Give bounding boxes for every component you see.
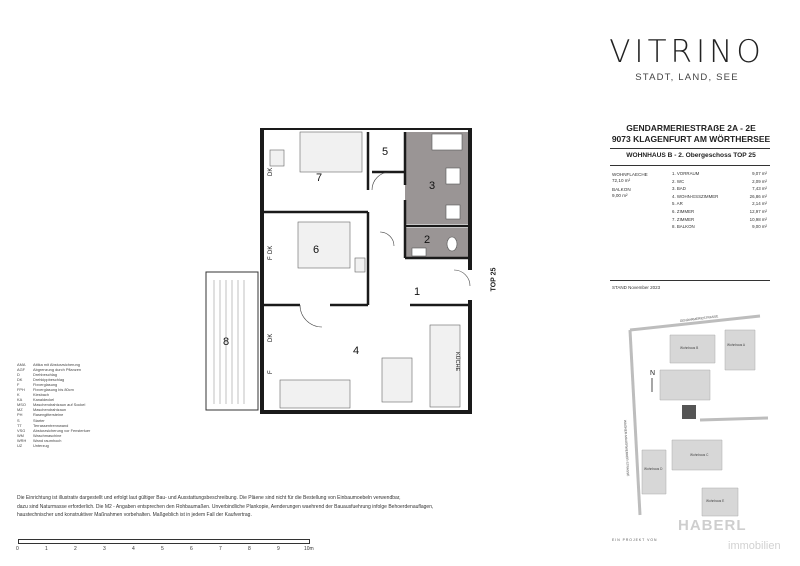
legend-item: DK Drehkippbeschlag bbox=[17, 377, 65, 383]
stand-date: STAND November 2023 bbox=[612, 285, 661, 290]
room-row: 7. ZIMMER 10,98 m² bbox=[672, 216, 767, 222]
north-arrow-icon: N bbox=[650, 370, 656, 377]
scale-tick: 4 bbox=[132, 546, 135, 552]
scale-bar-line bbox=[18, 539, 310, 544]
watermark-subtext: immobilien bbox=[728, 540, 781, 552]
room-label-2: 2 bbox=[424, 234, 431, 246]
scale-tick: 10m bbox=[304, 546, 314, 552]
room-list bbox=[672, 171, 767, 232]
map-building-label: Wohnhaus E bbox=[706, 499, 725, 503]
address-line-2: 9073 KLAGENFURT AM WÖRTHERSEE bbox=[611, 134, 771, 144]
map-street-label: GENDARMERIESTRASSE bbox=[679, 314, 719, 323]
scale-tick: 0 bbox=[16, 546, 19, 552]
map-building-label: Wohnhaus A bbox=[727, 343, 746, 347]
disclaimer bbox=[17, 494, 477, 520]
room-label-1: 1 bbox=[414, 286, 421, 298]
scale-tick: 1 bbox=[45, 546, 48, 552]
room-row: 8. BALKON 9,00 m² bbox=[672, 224, 767, 230]
room-label-4: 4 bbox=[353, 345, 360, 357]
legend-item: PH Rasengittersteine bbox=[17, 412, 64, 418]
map-street-label: WAGNER-MAUERWERKER STRASSE bbox=[623, 419, 630, 477]
kitchen-label: KÜCHE bbox=[454, 352, 460, 372]
window-dk-label: DK bbox=[268, 245, 274, 254]
living-area-value: 72,10 m² bbox=[612, 177, 631, 183]
room-label-3: 3 bbox=[429, 180, 436, 192]
scale-tick: 8 bbox=[248, 546, 251, 552]
map-highlight-unit bbox=[682, 405, 696, 419]
divider bbox=[610, 148, 770, 149]
site-map bbox=[618, 308, 768, 520]
legend-item: FPH Fixverglasung bis 80cm bbox=[17, 387, 74, 393]
legend-item: MZ Maschendrahtzaun bbox=[17, 407, 67, 413]
brand-tagline: STADT, LAND, SEE bbox=[635, 72, 739, 83]
address-line-1: GENDARMERIESTRAẞE 2A - 2E bbox=[626, 123, 756, 133]
window-f-label: F bbox=[268, 256, 274, 260]
legend-item: TT Terrassentrennwand bbox=[17, 422, 69, 428]
window-dk-label: DK bbox=[268, 167, 274, 176]
disclaimer-line: dazu sind Naturmasse erforderlich. Die M2 - Angaben entsprechen den Rohbaumaßen. Unverbindliche Plankopie, Aenderungen waehrend der Bauausfuehrung infolge Behoerdenauflagen, bbox=[17, 503, 434, 510]
balcony-area-label: BALKON bbox=[612, 187, 631, 193]
divider bbox=[610, 165, 770, 166]
disclaimer-line: haustechnischer und konstruktiver Maßnahmen vorbehalten. Maßgeblich ist in jedem Fall der Kaufvertrag. bbox=[17, 512, 252, 519]
room-row: 1. VORRAUM 9,07 m² bbox=[672, 171, 767, 176]
scale-tick: 7 bbox=[219, 546, 222, 552]
window-dk-label: DK bbox=[268, 333, 274, 342]
scale-tick: 5 bbox=[161, 546, 164, 552]
unit-entrance-label: TOP 25 bbox=[490, 267, 498, 292]
legend-item: F Fixverglasung bbox=[17, 382, 58, 388]
brand-logo: VITRINO bbox=[609, 34, 765, 70]
legend-item: KA Kanaldeckel bbox=[17, 397, 55, 403]
floor-plan bbox=[200, 128, 490, 418]
room-label-7: 7 bbox=[316, 172, 323, 184]
map-buildings bbox=[642, 330, 755, 516]
map-building-label: Wohnhaus D bbox=[644, 467, 663, 471]
room-row: 5. AR 2,14 m² bbox=[672, 201, 767, 207]
abbreviation-legend bbox=[17, 362, 90, 448]
map-building-label: Wohnhaus C bbox=[690, 453, 709, 457]
legend-item: AMA Attika mit Absturzsicherung bbox=[17, 362, 80, 367]
scale-bar bbox=[18, 535, 318, 555]
window-f-label: F bbox=[268, 370, 274, 374]
room-label-5: 5 bbox=[382, 146, 389, 158]
room-row: 4. WOHN-ESSZIMMER 26,86 m² bbox=[672, 193, 767, 199]
legend-item: K Kiesbach bbox=[17, 392, 50, 398]
address bbox=[602, 123, 780, 145]
scale-tick: 3 bbox=[103, 546, 106, 552]
legend-item: S Starter bbox=[17, 417, 45, 423]
room-label-6: 6 bbox=[313, 244, 320, 256]
room-row: 6. ZIMMER 12,97 m² bbox=[672, 208, 767, 214]
area-summary bbox=[612, 172, 648, 198]
map-building-label: Wohnhaus B bbox=[680, 346, 699, 350]
scale-tick: 2 bbox=[74, 546, 77, 552]
divider bbox=[610, 280, 770, 281]
balcony-area-value: 9,00 m² bbox=[612, 192, 628, 198]
living-area-label: WOHNFLAECHE bbox=[612, 172, 648, 177]
room-label-8: 8 bbox=[223, 336, 230, 348]
watermark-logo: HABERL bbox=[678, 517, 747, 534]
project-by-label: EIN PROJEKT VON bbox=[612, 538, 658, 542]
unit-title: WOHNHAUS B - 2. Obergeschoss TOP 25 bbox=[626, 152, 756, 159]
scale-tick: 6 bbox=[190, 546, 193, 552]
legend-item: MSO Maschendrahtzaun auf Sockel bbox=[17, 402, 86, 408]
room-row: 3. BAD 7,43 m² bbox=[672, 186, 767, 192]
legend-item: WM Waschmaschine bbox=[17, 432, 62, 438]
legend-item: UZ Unterzug bbox=[17, 442, 49, 448]
legend-item: VSG Absturzsicherung vor Fensterluer bbox=[17, 427, 91, 433]
legend-item: AGF Abgrenzung durch Pflanzen bbox=[17, 367, 82, 373]
legend-item: D Drehbeschlag bbox=[17, 372, 58, 378]
brand-block bbox=[607, 34, 767, 83]
legend-item: WRH Wand raumhoch bbox=[17, 437, 62, 443]
scale-tick: 9 bbox=[277, 546, 280, 552]
disclaimer-line: Die Einrichtung ist illustrativ dargestellt und erfolgt laut gültiger Bau- und Ausstattungsbeschreibung. Die Pläene sind nicht für die Bestellung von Einbaumoebeln verwendbar, bbox=[17, 495, 401, 501]
room-row: 2. WC 2,09 m² bbox=[672, 178, 767, 184]
